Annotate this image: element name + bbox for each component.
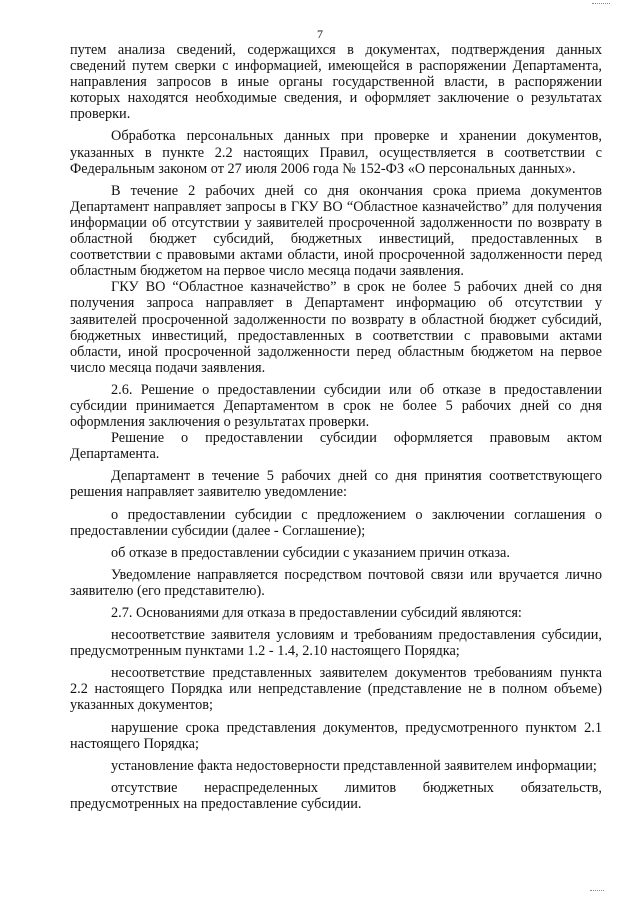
paragraph-continuation: путем анализа сведений, содержащихся в документах, подтверждения данных сведений путем сверки с информацией, имеющейся в распоряжении Департамента, направления запросов в иные органы государственной власти, в распоряжении которых находятся необходимые сведения, и оформляет заключение о результатах проверки. [70,42,602,123]
list-item-false-information: установление факта недостоверности представленной заявителем информации; [111,757,597,774]
paragraph-delivery: Уведомление направляется посредством почтовой связи или вручается лично заявителю (его представителю). [70,566,602,599]
body-text [70,42,602,812]
list-item-no-limits: отсутствие нераспределенных лимитов бюджетных обязательств, предусмотренных на предоставление субсидии. [70,779,602,812]
paragraph-personal-data: Обработка персональных данных при проверке и хранении документов, указанных в пункте 2.2 настоящих Правил, осуществляется в соответствии с Федеральным законом от 27 июля 2006 года № 152-ФЗ «О персональных данных». [70,128,602,177]
paragraph-2-6: 2.6. Решение о предоставлении субсидии или об отказе в предоставлении субсидии принимается Департаментом в срок не более 5 рабочих дней со дня оформления заключения о результатах проверки. [70,381,602,431]
paragraph-notification: Департамент в течение 5 рабочих дней со дня принятия соответствующего решения направляет заявителю уведомление: [70,468,602,501]
paragraph-2-7: 2.7. Основаниями для отказа в предоставлении субсидий являются: [111,605,522,621]
scan-artifact-bottom [590,890,604,893]
list-item-noncompliance-documents: несоответствие представленных заявителем документов требованиям пункта 2.2 настоящего Порядка или непредставление (представление не в полном объеме) указанных документов; [70,665,602,714]
list-item-noncompliance-applicant: несоответствие заявителя условиям и требованиям предоставления субсидии, предусмотренным пунктами 1.2 - 1.4, 2.10 настоящего Порядка; [70,627,602,660]
scan-artifact [592,3,610,6]
paragraph-treasury-response: ГКУ ВО “Областное казначейство” в срок не более 5 рабочих дней со дня получения запроса направляет в Департамент информацию об отсутствии у заявителей просроченной задолженности по возврату в областной бюджет субсидий, бюджетных инвестиций, предоставленных в соответствии с правовыми актами области, иной просроченной задолженности перед областным бюджетом на первое число месяца подачи заявления. [70,279,602,376]
list-item-deadline-violation: нарушение срока представления документов, предусмотренного пунктом 2.1 настоящего Порядка; [70,719,602,752]
paragraph-treasury-request: В течение 2 рабочих дней со дня окончания срока приема документов Департамент направляет запросы в ГКУ ВО “Областное казначейство” для получения информации об отсутствии у заявителей просроченной задолженности по возврату в областной бюджет субсидий, бюджетных инвестиций, предоставленных в соответствии с правовыми актами области, иной просроченной задолженности перед областным бюджетом на первое число месяца подачи заявления. [70,182,602,280]
list-item-refusal: об отказе в предоставлении субсидии с указанием причин отказа. [111,544,510,561]
paragraph-decision-act: Решение о предоставлении субсидии оформляется правовым актом Департамента. [70,430,602,463]
list-item-grant: о предоставлении субсидии с предложением о заключении соглашения о предоставлении субсидии (далее - Соглашение); [70,506,602,539]
page-number: 7 [317,27,323,41]
